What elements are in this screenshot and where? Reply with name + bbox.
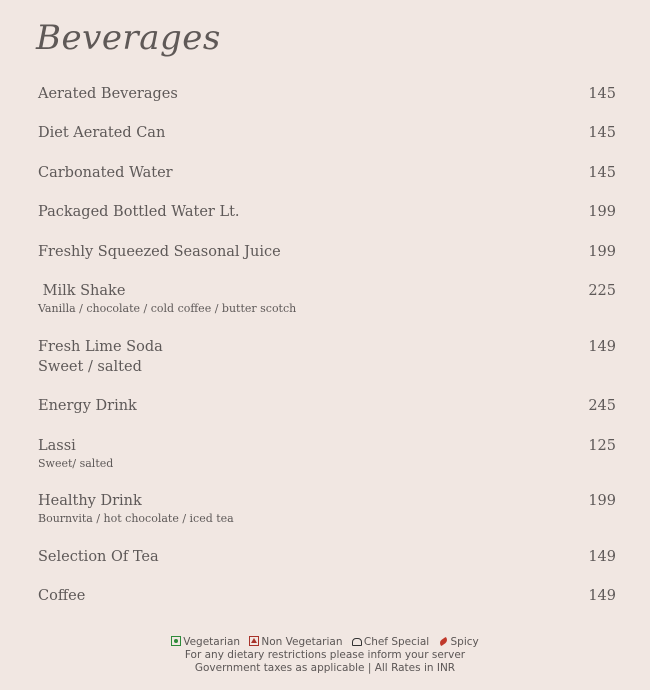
menu-item-row xyxy=(38,125,616,141)
menu-item-row xyxy=(38,86,616,102)
menu-item xyxy=(38,339,616,375)
menu-item-price: 149 xyxy=(588,588,616,604)
menu-item-price: 199 xyxy=(588,204,616,220)
footer xyxy=(0,636,650,675)
non-vegetarian-icon xyxy=(249,636,259,646)
legend-chef-special: Chef Special xyxy=(363,636,430,648)
menu-item-description: Bournvita / hot chocolate / iced tea xyxy=(38,512,234,525)
menu-item-name: Freshly Squeezed Seasonal Juice xyxy=(38,244,281,260)
menu-item-name: Diet Aerated Can xyxy=(38,125,166,141)
menu-item xyxy=(38,493,616,525)
menu-item-price: 149 xyxy=(588,339,616,355)
menu-item-name: Aerated Beverages xyxy=(38,86,178,102)
menu-item xyxy=(38,398,616,414)
page-title: Beverages xyxy=(36,18,221,58)
menu-item-row xyxy=(38,588,616,604)
menu-item xyxy=(38,165,616,181)
menu-item-name: Coffee xyxy=(38,588,86,604)
menu-item-price: 149 xyxy=(588,549,616,565)
menu-item xyxy=(38,283,616,315)
dietary-note: For any dietary restrictions please inform your server xyxy=(184,649,466,661)
menu-item-price: 245 xyxy=(588,398,616,414)
menu-item-row xyxy=(38,283,616,299)
menu-item xyxy=(38,588,616,604)
legend-spicy: Spicy xyxy=(450,636,479,648)
legend-vegetarian: Vegetarian xyxy=(183,636,241,648)
menu-item-price: 199 xyxy=(588,244,616,260)
menu-item-row xyxy=(38,339,616,355)
menu-item-price: 225 xyxy=(588,283,616,299)
menu-item-price: 145 xyxy=(588,125,616,141)
legend-non-vegetarian: Non Vegetarian xyxy=(261,636,343,648)
menu-item-description: Vanilla / chocolate / cold coffee / butter scotch xyxy=(38,302,297,315)
menu-item-price: 125 xyxy=(588,438,616,454)
menu-item-row xyxy=(38,165,616,181)
menu-item-name: Milk Shake xyxy=(38,283,126,299)
menu-item-description: Sweet / salted xyxy=(38,359,142,375)
menu-item-row xyxy=(38,493,616,509)
vegetarian-icon xyxy=(171,636,181,646)
menu-item-price: 145 xyxy=(588,165,616,181)
menu-item xyxy=(38,244,616,260)
menu-item xyxy=(38,438,616,470)
chili-icon xyxy=(438,637,448,646)
tax-note: Government taxes as applicable | All Rates in INR xyxy=(194,662,456,674)
menu-item-row xyxy=(38,244,616,260)
dietary-legend xyxy=(0,636,650,649)
menu-item xyxy=(38,125,616,141)
menu-item-name: Fresh Lime Soda xyxy=(38,339,163,355)
menu-item xyxy=(38,549,616,565)
menu-item-price: 199 xyxy=(588,493,616,509)
menu-item-row xyxy=(38,398,616,414)
menu-item-name: Selection Of Tea xyxy=(38,549,159,565)
menu-item-name: Energy Drink xyxy=(38,398,137,414)
menu-item-description: Sweet/ salted xyxy=(38,457,114,470)
menu-item xyxy=(38,86,616,102)
menu-item xyxy=(38,204,616,220)
menu-item-name: Packaged Bottled Water Lt. xyxy=(38,204,240,220)
menu-item-row xyxy=(38,204,616,220)
menu-item-price: 145 xyxy=(588,86,616,102)
menu-item-name: Lassi xyxy=(38,438,76,454)
menu-item-name: Carbonated Water xyxy=(38,165,173,181)
menu-item-name: Healthy Drink xyxy=(38,493,142,509)
chef-hat-icon xyxy=(352,638,362,646)
menu-item-row xyxy=(38,438,616,454)
menu-item-row xyxy=(38,549,616,565)
